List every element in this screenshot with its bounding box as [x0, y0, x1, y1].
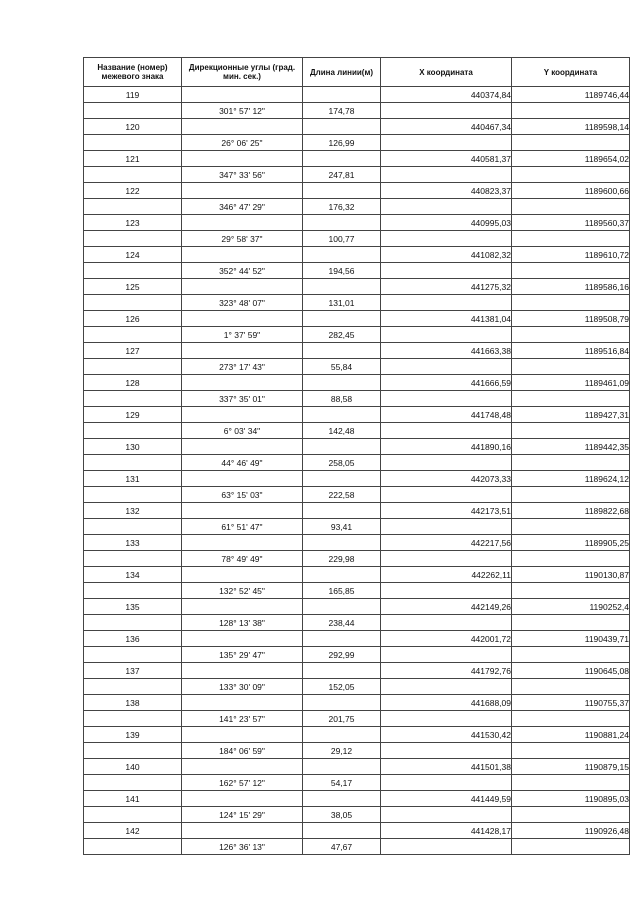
empty-cell: [182, 471, 303, 487]
point-name-cell: 132: [84, 503, 182, 519]
point-name-cell: 138: [84, 695, 182, 711]
empty-cell: [182, 247, 303, 263]
point-name-cell: 129: [84, 407, 182, 423]
empty-cell: [381, 199, 512, 215]
line-length-cell: 142,48: [303, 423, 381, 439]
point-name-cell: 128: [84, 375, 182, 391]
line-length-cell: 100,77: [303, 231, 381, 247]
empty-cell: [512, 295, 630, 311]
segment-row: [84, 167, 630, 183]
empty-cell: [84, 519, 182, 535]
empty-cell: [84, 487, 182, 503]
header-y-coordinate: Y координата: [512, 58, 630, 87]
empty-cell: [512, 615, 630, 631]
empty-cell: [381, 615, 512, 631]
x-coordinate-cell: 440581,37: [381, 151, 512, 167]
empty-cell: [303, 279, 381, 295]
directional-angle-cell: 323° 48' 07": [182, 295, 303, 311]
empty-cell: [303, 471, 381, 487]
y-coordinate-cell: 1189600,66: [512, 183, 630, 199]
empty-cell: [512, 359, 630, 375]
empty-cell: [512, 231, 630, 247]
segment-row: [84, 199, 630, 215]
line-length-cell: 54,17: [303, 775, 381, 791]
point-row: [84, 87, 630, 103]
table-body: [84, 87, 630, 855]
empty-cell: [84, 135, 182, 151]
directional-angle-cell: 61° 51' 47": [182, 519, 303, 535]
directional-angle-cell: 128° 13' 38": [182, 615, 303, 631]
line-length-cell: 194,56: [303, 263, 381, 279]
point-row: [84, 759, 630, 775]
y-coordinate-cell: 1189610,72: [512, 247, 630, 263]
header-directional-angle: Дирекционные углы (град. мин. сек.): [182, 58, 303, 87]
y-coordinate-cell: 1190895,03: [512, 791, 630, 807]
empty-cell: [303, 727, 381, 743]
line-length-cell: 47,67: [303, 839, 381, 855]
empty-cell: [303, 599, 381, 615]
header-x-coordinate: X координата: [381, 58, 512, 87]
point-row: [84, 695, 630, 711]
empty-cell: [182, 87, 303, 103]
directional-angle-cell: 132° 52' 45": [182, 583, 303, 599]
point-name-cell: 137: [84, 663, 182, 679]
empty-cell: [381, 775, 512, 791]
directional-angle-cell: 1° 37' 59": [182, 327, 303, 343]
line-length-cell: 152,05: [303, 679, 381, 695]
line-length-cell: 165,85: [303, 583, 381, 599]
x-coordinate-cell: 441688,09: [381, 695, 512, 711]
empty-cell: [381, 807, 512, 823]
point-row: [84, 663, 630, 679]
line-length-cell: 282,45: [303, 327, 381, 343]
directional-angle-cell: 124° 15' 29": [182, 807, 303, 823]
directional-angle-cell: 352° 44' 52": [182, 263, 303, 279]
empty-cell: [381, 135, 512, 151]
y-coordinate-cell: 1189442,35: [512, 439, 630, 455]
empty-cell: [182, 695, 303, 711]
y-coordinate-cell: 1189560,37: [512, 215, 630, 231]
empty-cell: [381, 839, 512, 855]
empty-cell: [84, 775, 182, 791]
header-line-length: Длина линии(м): [303, 58, 381, 87]
empty-cell: [182, 599, 303, 615]
y-coordinate-cell: 1190439,71: [512, 631, 630, 647]
empty-cell: [303, 503, 381, 519]
line-length-cell: 88,58: [303, 391, 381, 407]
line-length-cell: 176,32: [303, 199, 381, 215]
empty-cell: [381, 551, 512, 567]
directional-angle-cell: 346° 47' 29": [182, 199, 303, 215]
empty-cell: [512, 583, 630, 599]
line-length-cell: 258,05: [303, 455, 381, 471]
point-row: [84, 151, 630, 167]
x-coordinate-cell: 441275,32: [381, 279, 512, 295]
empty-cell: [381, 647, 512, 663]
empty-cell: [84, 327, 182, 343]
line-length-cell: 93,41: [303, 519, 381, 535]
empty-cell: [303, 215, 381, 231]
x-coordinate-cell: 441449,59: [381, 791, 512, 807]
x-coordinate-cell: 442217,56: [381, 535, 512, 551]
directional-angle-cell: 162° 57' 12": [182, 775, 303, 791]
segment-row: [84, 743, 630, 759]
y-coordinate-cell: 1189746,44: [512, 87, 630, 103]
empty-cell: [303, 119, 381, 135]
empty-cell: [512, 423, 630, 439]
x-coordinate-cell: 441666,59: [381, 375, 512, 391]
header-row: [84, 58, 630, 87]
y-coordinate-cell: 1189516,84: [512, 343, 630, 359]
y-coordinate-cell: 1190881,24: [512, 727, 630, 743]
table-header: [84, 58, 630, 87]
point-name-cell: 139: [84, 727, 182, 743]
point-row: [84, 279, 630, 295]
x-coordinate-cell: 441428,17: [381, 823, 512, 839]
empty-cell: [381, 167, 512, 183]
empty-cell: [303, 823, 381, 839]
empty-cell: [381, 519, 512, 535]
empty-cell: [303, 183, 381, 199]
empty-cell: [182, 215, 303, 231]
empty-cell: [512, 743, 630, 759]
directional-angle-cell: 273° 17' 43": [182, 359, 303, 375]
x-coordinate-cell: 441792,76: [381, 663, 512, 679]
empty-cell: [512, 327, 630, 343]
segment-row: [84, 231, 630, 247]
point-row: [84, 823, 630, 839]
segment-row: [84, 391, 630, 407]
y-coordinate-cell: 1190252,4: [512, 599, 630, 615]
segment-row: [84, 711, 630, 727]
line-length-cell: 222,58: [303, 487, 381, 503]
line-length-cell: 229,98: [303, 551, 381, 567]
x-coordinate-cell: 442073,33: [381, 471, 512, 487]
empty-cell: [84, 423, 182, 439]
segment-row: [84, 583, 630, 599]
empty-cell: [84, 743, 182, 759]
line-length-cell: 238,44: [303, 615, 381, 631]
point-row: [84, 599, 630, 615]
segment-row: [84, 295, 630, 311]
directional-angle-cell: 29° 58' 37": [182, 231, 303, 247]
empty-cell: [303, 247, 381, 263]
line-length-cell: 38,05: [303, 807, 381, 823]
line-length-cell: 292,99: [303, 647, 381, 663]
directional-angle-cell: 301° 57' 12": [182, 103, 303, 119]
empty-cell: [84, 391, 182, 407]
directional-angle-cell: 135° 29' 47": [182, 647, 303, 663]
empty-cell: [84, 839, 182, 855]
x-coordinate-cell: 440995,03: [381, 215, 512, 231]
line-length-cell: 174,78: [303, 103, 381, 119]
segment-row: [84, 839, 630, 855]
x-coordinate-cell: 440374,84: [381, 87, 512, 103]
empty-cell: [182, 407, 303, 423]
empty-cell: [182, 791, 303, 807]
empty-cell: [303, 151, 381, 167]
empty-cell: [303, 791, 381, 807]
y-coordinate-cell: 1189822,68: [512, 503, 630, 519]
directional-angle-cell: 6° 03' 34": [182, 423, 303, 439]
empty-cell: [303, 343, 381, 359]
empty-cell: [512, 487, 630, 503]
directional-angle-cell: 133° 30' 09": [182, 679, 303, 695]
x-coordinate-cell: 442262,11: [381, 567, 512, 583]
empty-cell: [182, 663, 303, 679]
empty-cell: [303, 663, 381, 679]
empty-cell: [381, 327, 512, 343]
point-row: [84, 311, 630, 327]
empty-cell: [182, 151, 303, 167]
point-name-cell: 130: [84, 439, 182, 455]
x-coordinate-cell: 442001,72: [381, 631, 512, 647]
empty-cell: [84, 615, 182, 631]
empty-cell: [512, 167, 630, 183]
empty-cell: [182, 535, 303, 551]
empty-cell: [381, 231, 512, 247]
empty-cell: [303, 567, 381, 583]
line-length-cell: 131,01: [303, 295, 381, 311]
empty-cell: [381, 455, 512, 471]
y-coordinate-cell: 1190130,87: [512, 567, 630, 583]
x-coordinate-cell: 441082,32: [381, 247, 512, 263]
empty-cell: [182, 727, 303, 743]
empty-cell: [381, 391, 512, 407]
x-coordinate-cell: 441890,16: [381, 439, 512, 455]
empty-cell: [512, 807, 630, 823]
empty-cell: [84, 199, 182, 215]
directional-angle-cell: 78° 49' 49": [182, 551, 303, 567]
x-coordinate-cell: 442173,51: [381, 503, 512, 519]
segment-row: [84, 647, 630, 663]
empty-cell: [381, 743, 512, 759]
point-row: [84, 631, 630, 647]
directional-angle-cell: 44° 46' 49": [182, 455, 303, 471]
empty-cell: [84, 103, 182, 119]
y-coordinate-cell: 1189586,16: [512, 279, 630, 295]
segment-row: [84, 455, 630, 471]
point-name-cell: 122: [84, 183, 182, 199]
directional-angle-cell: 184° 06' 59": [182, 743, 303, 759]
empty-cell: [84, 679, 182, 695]
empty-cell: [381, 679, 512, 695]
x-coordinate-cell: 440467,34: [381, 119, 512, 135]
empty-cell: [303, 87, 381, 103]
point-row: [84, 727, 630, 743]
empty-cell: [512, 647, 630, 663]
empty-cell: [303, 759, 381, 775]
empty-cell: [303, 631, 381, 647]
empty-cell: [84, 263, 182, 279]
segment-row: [84, 679, 630, 695]
directional-angle-cell: 26° 06' 25": [182, 135, 303, 151]
empty-cell: [84, 647, 182, 663]
empty-cell: [381, 359, 512, 375]
segment-row: [84, 327, 630, 343]
empty-cell: [84, 359, 182, 375]
empty-cell: [381, 423, 512, 439]
segment-row: [84, 551, 630, 567]
empty-cell: [303, 407, 381, 423]
segment-row: [84, 615, 630, 631]
point-name-cell: 123: [84, 215, 182, 231]
point-row: [84, 119, 630, 135]
point-row: [84, 375, 630, 391]
empty-cell: [182, 759, 303, 775]
point-row: [84, 343, 630, 359]
segment-row: [84, 103, 630, 119]
directional-angle-cell: 337° 35' 01": [182, 391, 303, 407]
empty-cell: [84, 295, 182, 311]
line-length-cell: 55,84: [303, 359, 381, 375]
line-length-cell: 126,99: [303, 135, 381, 151]
empty-cell: [84, 551, 182, 567]
line-length-cell: 247,81: [303, 167, 381, 183]
point-name-cell: 136: [84, 631, 182, 647]
point-name-cell: 124: [84, 247, 182, 263]
empty-cell: [512, 391, 630, 407]
empty-cell: [84, 167, 182, 183]
x-coordinate-cell: 441530,42: [381, 727, 512, 743]
segment-row: [84, 807, 630, 823]
y-coordinate-cell: 1190645,08: [512, 663, 630, 679]
empty-cell: [381, 295, 512, 311]
x-coordinate-cell: 441748,48: [381, 407, 512, 423]
segment-row: [84, 519, 630, 535]
empty-cell: [84, 711, 182, 727]
directional-angle-cell: 347° 33' 56": [182, 167, 303, 183]
line-length-cell: 201,75: [303, 711, 381, 727]
point-name-cell: 126: [84, 311, 182, 327]
y-coordinate-cell: 1189427,31: [512, 407, 630, 423]
y-coordinate-cell: 1189598,14: [512, 119, 630, 135]
empty-cell: [303, 695, 381, 711]
directional-angle-cell: 63° 15' 03": [182, 487, 303, 503]
point-row: [84, 247, 630, 263]
point-name-cell: 135: [84, 599, 182, 615]
empty-cell: [381, 583, 512, 599]
y-coordinate-cell: 1189624,12: [512, 471, 630, 487]
y-coordinate-cell: 1190926,48: [512, 823, 630, 839]
segment-row: [84, 775, 630, 791]
point-row: [84, 791, 630, 807]
empty-cell: [512, 519, 630, 535]
empty-cell: [303, 375, 381, 391]
point-name-cell: 127: [84, 343, 182, 359]
empty-cell: [512, 839, 630, 855]
empty-cell: [512, 455, 630, 471]
segment-row: [84, 359, 630, 375]
point-row: [84, 439, 630, 455]
point-name-cell: 140: [84, 759, 182, 775]
empty-cell: [381, 263, 512, 279]
empty-cell: [381, 103, 512, 119]
empty-cell: [182, 503, 303, 519]
point-name-cell: 119: [84, 87, 182, 103]
segment-row: [84, 263, 630, 279]
empty-cell: [512, 199, 630, 215]
empty-cell: [182, 279, 303, 295]
x-coordinate-cell: 441381,04: [381, 311, 512, 327]
empty-cell: [381, 711, 512, 727]
empty-cell: [182, 567, 303, 583]
directional-angle-cell: 126° 36' 13": [182, 839, 303, 855]
point-name-cell: 131: [84, 471, 182, 487]
line-length-cell: 29,12: [303, 743, 381, 759]
x-coordinate-cell: 441501,38: [381, 759, 512, 775]
empty-cell: [512, 679, 630, 695]
point-name-cell: 120: [84, 119, 182, 135]
point-row: [84, 215, 630, 231]
segment-row: [84, 423, 630, 439]
empty-cell: [512, 263, 630, 279]
empty-cell: [84, 231, 182, 247]
coordinates-table: [83, 57, 630, 855]
header-point-name: Название (номер) межевого знака: [84, 58, 182, 87]
empty-cell: [512, 103, 630, 119]
point-row: [84, 503, 630, 519]
point-name-cell: 133: [84, 535, 182, 551]
point-row: [84, 567, 630, 583]
empty-cell: [84, 807, 182, 823]
empty-cell: [303, 439, 381, 455]
empty-cell: [512, 711, 630, 727]
segment-row: [84, 487, 630, 503]
y-coordinate-cell: 1190879,15: [512, 759, 630, 775]
point-row: [84, 471, 630, 487]
point-name-cell: 141: [84, 791, 182, 807]
point-row: [84, 407, 630, 423]
y-coordinate-cell: 1190755,37: [512, 695, 630, 711]
directional-angle-cell: 141° 23' 57": [182, 711, 303, 727]
y-coordinate-cell: 1189461,09: [512, 375, 630, 391]
point-name-cell: 125: [84, 279, 182, 295]
point-name-cell: 142: [84, 823, 182, 839]
empty-cell: [182, 823, 303, 839]
empty-cell: [84, 455, 182, 471]
point-row: [84, 535, 630, 551]
empty-cell: [182, 439, 303, 455]
empty-cell: [182, 343, 303, 359]
segment-row: [84, 135, 630, 151]
empty-cell: [303, 311, 381, 327]
point-name-cell: 121: [84, 151, 182, 167]
empty-cell: [512, 775, 630, 791]
empty-cell: [182, 631, 303, 647]
point-name-cell: 134: [84, 567, 182, 583]
empty-cell: [512, 135, 630, 151]
x-coordinate-cell: 442149,26: [381, 599, 512, 615]
empty-cell: [182, 119, 303, 135]
empty-cell: [84, 583, 182, 599]
empty-cell: [182, 311, 303, 327]
x-coordinate-cell: 440823,37: [381, 183, 512, 199]
y-coordinate-cell: 1189508,79: [512, 311, 630, 327]
empty-cell: [182, 375, 303, 391]
x-coordinate-cell: 441663,38: [381, 343, 512, 359]
empty-cell: [381, 487, 512, 503]
y-coordinate-cell: 1189654,02: [512, 151, 630, 167]
empty-cell: [303, 535, 381, 551]
empty-cell: [182, 183, 303, 199]
empty-cell: [512, 551, 630, 567]
point-row: [84, 183, 630, 199]
y-coordinate-cell: 1189905,25: [512, 535, 630, 551]
